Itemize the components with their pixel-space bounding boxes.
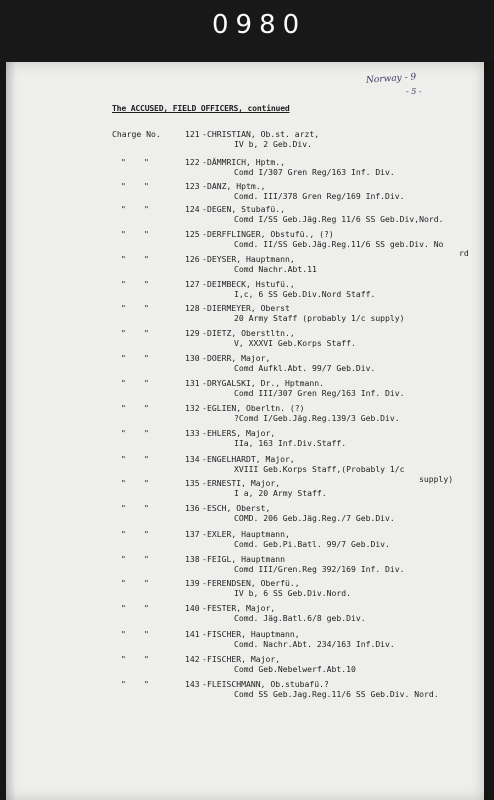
officer-unit: Comd I/307 Gren Reg/163 Inf. Div. bbox=[234, 167, 395, 177]
dash-separator: - bbox=[202, 403, 207, 413]
unit-continuation: supply) bbox=[419, 474, 454, 484]
ditto-mark: " bbox=[121, 378, 126, 388]
dash-separator: - bbox=[202, 679, 207, 689]
ditto-mark: " bbox=[144, 654, 149, 664]
officer-name: DEGEN, Stubafü., bbox=[207, 204, 285, 214]
ditto-mark: " bbox=[144, 478, 149, 488]
officer-unit: Comd Geb.Nebelwerf.Abt.10 bbox=[234, 664, 356, 674]
ditto-mark: " bbox=[144, 229, 149, 239]
ditto-mark: " bbox=[121, 629, 126, 639]
dash-separator: - bbox=[202, 157, 207, 167]
document-text bbox=[6, 62, 484, 800]
officer-name: DÄMMRICH, Hptm., bbox=[207, 157, 285, 167]
ditto-mark: " bbox=[121, 554, 126, 564]
charge-number: 122 bbox=[185, 157, 200, 167]
charge-label: Charge No. bbox=[112, 129, 161, 139]
dash-separator: - bbox=[202, 478, 207, 488]
charge-number: 139 bbox=[185, 578, 200, 588]
ditto-mark: " bbox=[144, 629, 149, 639]
officer-name: EXLER, Hauptmann, bbox=[207, 529, 290, 539]
ditto-mark: " bbox=[144, 679, 149, 689]
ditto-mark: " bbox=[121, 229, 126, 239]
ditto-mark: " bbox=[144, 157, 149, 167]
officer-unit: 20 Army Staff (probably 1/c supply) bbox=[234, 313, 405, 323]
officer-unit: Comd. Geb.Pi.Batl. 99/7 Geb.Div. bbox=[234, 539, 390, 549]
ditto-mark: " bbox=[144, 503, 149, 513]
unit-continuation: rd bbox=[459, 248, 469, 258]
officer-name: FESTER, Major, bbox=[207, 603, 276, 613]
officer-name: FERENDSEN, Oberfü., bbox=[207, 578, 300, 588]
page-title: The ACCUSED, FIELD OFFICERS, continued bbox=[112, 103, 290, 113]
charge-number: 142 bbox=[185, 654, 200, 664]
ditto-mark: " bbox=[121, 328, 126, 338]
charge-number: 136 bbox=[185, 503, 200, 513]
dash-separator: - bbox=[202, 378, 207, 388]
ditto-mark: " bbox=[121, 654, 126, 664]
dash-separator: - bbox=[202, 629, 207, 639]
ditto-mark: " bbox=[121, 181, 126, 191]
ditto-mark: " bbox=[121, 353, 126, 363]
officer-name: ERNESTI, Major, bbox=[207, 478, 281, 488]
officer-unit: V, XXXVI Geb.Korps Staff. bbox=[234, 338, 356, 348]
dash-separator: - bbox=[202, 654, 207, 664]
ditto-mark: " bbox=[121, 428, 126, 438]
officer-name: DEYSER, Hauptmann, bbox=[207, 254, 295, 264]
charge-number: 129 bbox=[185, 328, 200, 338]
ditto-mark: " bbox=[121, 503, 126, 513]
charge-number: 131 bbox=[185, 378, 200, 388]
film-header bbox=[0, 0, 494, 62]
officer-unit: Comd Aufkl.Abt. 99/7 Geb.Div. bbox=[234, 363, 376, 373]
ditto-mark: " bbox=[144, 454, 149, 464]
officer-name: FLEISCHMANN, Ob.stubafü.? bbox=[207, 679, 329, 689]
officer-name: CHRISTIAN, Ob.st. arzt, bbox=[207, 129, 320, 139]
officer-name: EHLERS, Major, bbox=[207, 428, 276, 438]
ditto-mark: " bbox=[144, 529, 149, 539]
dash-separator: - bbox=[202, 204, 207, 214]
officer-unit: I,c, 6 SS Geb.Div.Nord Staff. bbox=[234, 289, 376, 299]
charge-number: 141 bbox=[185, 629, 200, 639]
dash-separator: - bbox=[202, 279, 207, 289]
ditto-mark: " bbox=[121, 529, 126, 539]
officer-unit: Comd. Nachr.Abt. 234/163 Inf.Div. bbox=[234, 639, 395, 649]
charge-number: 125 bbox=[185, 229, 200, 239]
ditto-mark: " bbox=[144, 603, 149, 613]
charge-number: 134 bbox=[185, 454, 200, 464]
officer-name: DEIMBECK, Hstufü., bbox=[207, 279, 295, 289]
ditto-mark: " bbox=[121, 403, 126, 413]
charge-number: 130 bbox=[185, 353, 200, 363]
officer-name: ENGELHARDT, Major, bbox=[207, 454, 295, 464]
charge-number: 124 bbox=[185, 204, 200, 214]
dash-separator: - bbox=[202, 578, 207, 588]
dash-separator: - bbox=[202, 254, 207, 264]
officer-unit: XVIII Geb.Korps Staff,(Probably 1/c bbox=[234, 464, 405, 474]
officer-unit: Comd III/Gren.Reg 392/169 Inf. Div. bbox=[234, 564, 405, 574]
ditto-mark: " bbox=[144, 204, 149, 214]
charge-number: 138 bbox=[185, 554, 200, 564]
ditto-mark: " bbox=[144, 328, 149, 338]
officer-name: DERFFLINGER, Obstufü., (?) bbox=[207, 229, 334, 239]
dash-separator: - bbox=[202, 503, 207, 513]
officer-unit: IV b, 2 Geb.Div. bbox=[234, 139, 312, 149]
ditto-mark: " bbox=[144, 554, 149, 564]
ditto-mark: " bbox=[121, 279, 126, 289]
ditto-mark: " bbox=[121, 578, 126, 588]
officer-name: FISCHER, Hauptmann, bbox=[207, 629, 300, 639]
ditto-mark: " bbox=[144, 378, 149, 388]
officer-unit: I a, 20 Army Staff. bbox=[234, 488, 327, 498]
officer-unit: IIa, 163 Inf.Div.Staff. bbox=[234, 438, 347, 448]
charge-number: 121 bbox=[185, 129, 200, 139]
charge-number: 132 bbox=[185, 403, 200, 413]
officer-name: DANZ, Hptm., bbox=[207, 181, 266, 191]
ditto-mark: " bbox=[144, 303, 149, 313]
dash-separator: - bbox=[202, 428, 207, 438]
ditto-mark: " bbox=[121, 157, 126, 167]
officer-unit: Comd SS Geb.Jag.Reg.11/6 SS Geb.Div. Nord. bbox=[234, 689, 439, 699]
charge-number: 140 bbox=[185, 603, 200, 613]
margin-note: Norway - 9 bbox=[365, 72, 417, 86]
officer-unit: Comd. III/378 Gren Reg/169 Inf.Div. bbox=[234, 191, 405, 201]
ditto-mark: " bbox=[144, 428, 149, 438]
ditto-mark: " bbox=[144, 254, 149, 264]
ditto-mark: " bbox=[144, 353, 149, 363]
ditto-mark: " bbox=[121, 603, 126, 613]
officer-name: DIERMEYER, Oberst bbox=[207, 303, 290, 313]
officer-unit: Comd. Jäg.Batl.6/8 geb.Div. bbox=[234, 613, 366, 623]
officer-unit: Comd I/SS Geb.Jäg.Reg 11/6 SS Geb.Div,Nord. bbox=[234, 214, 444, 224]
charge-number: 133 bbox=[185, 428, 200, 438]
dash-separator: - bbox=[202, 353, 207, 363]
charge-number: 137 bbox=[185, 529, 200, 539]
ditto-mark: " bbox=[121, 679, 126, 689]
ditto-mark: " bbox=[144, 403, 149, 413]
officer-unit: ?Comd I/Geb.Jäg.Reg.139/3 Geb.Div. bbox=[234, 413, 400, 423]
ditto-mark: " bbox=[121, 204, 126, 214]
officer-name: EGLIEN, Oberltn. (?) bbox=[207, 403, 305, 413]
ditto-mark: " bbox=[144, 578, 149, 588]
ditto-mark: " bbox=[144, 279, 149, 289]
officer-name: DOERR, Major, bbox=[207, 353, 271, 363]
charge-number: 126 bbox=[185, 254, 200, 264]
officer-name: DRYGALSKI, Dr., Hptmann. bbox=[207, 378, 324, 388]
margin-page-number: - 5 - bbox=[406, 87, 422, 96]
charge-number: 128 bbox=[185, 303, 200, 313]
dash-separator: - bbox=[202, 181, 207, 191]
ditto-mark: " bbox=[121, 478, 126, 488]
ditto-mark: " bbox=[121, 454, 126, 464]
dash-separator: - bbox=[202, 129, 207, 139]
charge-number: 123 bbox=[185, 181, 200, 191]
officer-name: ESCH, Oberst, bbox=[207, 503, 271, 513]
officer-unit: Comd Nachr.Abt.11 bbox=[234, 264, 317, 274]
charge-number: 135 bbox=[185, 478, 200, 488]
frame-number: 0980 bbox=[212, 10, 307, 40]
ditto-mark: " bbox=[121, 254, 126, 264]
officer-name: FEIGL, Hauptmann bbox=[207, 554, 285, 564]
dash-separator: - bbox=[202, 554, 207, 564]
officer-unit: Comd. II/SS Geb.Jäg.Reg.11/6 SS geb.Div. No bbox=[234, 239, 444, 249]
dash-separator: - bbox=[202, 328, 207, 338]
officer-name: FISCHER, Major, bbox=[207, 654, 281, 664]
officer-unit: COMD. 206 Geb.Jäg.Reg./7 Geb.Div. bbox=[234, 513, 395, 523]
dash-separator: - bbox=[202, 303, 207, 313]
dash-separator: - bbox=[202, 529, 207, 539]
officer-unit: Comd III/307 Gren Reg/163 Inf. Div. bbox=[234, 388, 405, 398]
officer-unit: IV b, 6 SS Geb.Div.Nord. bbox=[234, 588, 351, 598]
ditto-mark: " bbox=[144, 181, 149, 191]
dash-separator: - bbox=[202, 603, 207, 613]
dash-separator: - bbox=[202, 454, 207, 464]
charge-number: 143 bbox=[185, 679, 200, 689]
document-page bbox=[6, 62, 484, 800]
officer-name: DIETZ, Oberstltn., bbox=[207, 328, 295, 338]
charge-number: 127 bbox=[185, 279, 200, 289]
dash-separator: - bbox=[202, 229, 207, 239]
ditto-mark: " bbox=[121, 303, 126, 313]
